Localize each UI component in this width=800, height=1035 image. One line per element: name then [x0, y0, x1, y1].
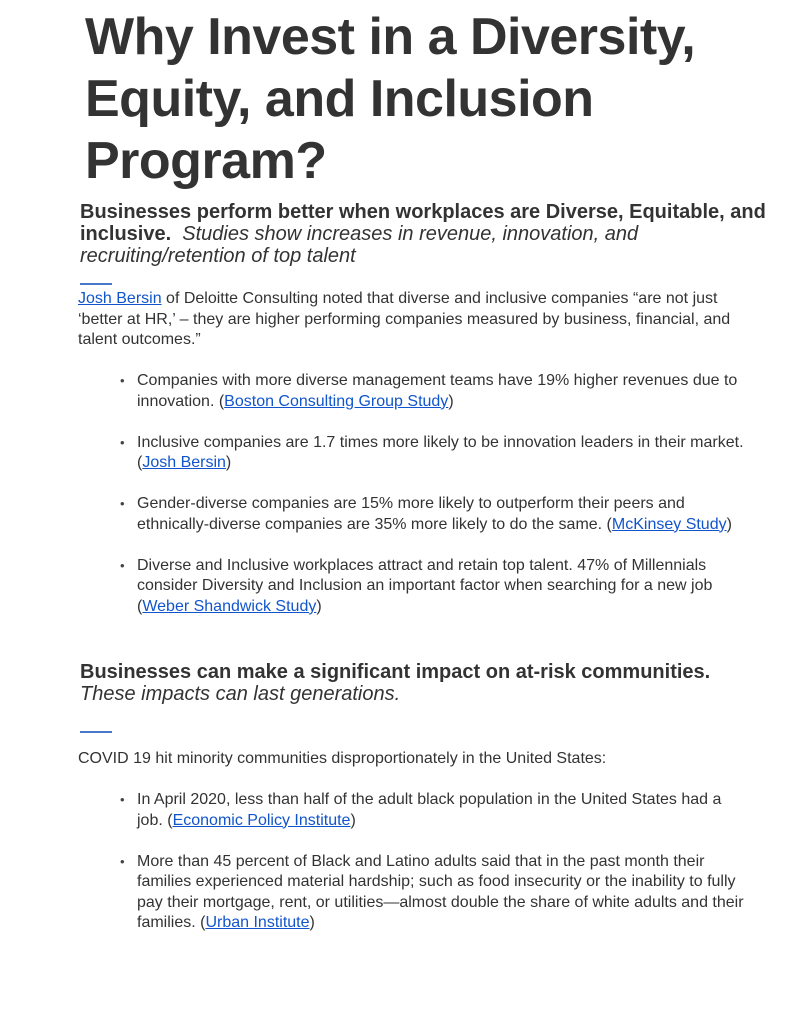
section1-heading-bold: Businesses perform better when workplaces are Diverse, Equitable, and inclusive. [80, 201, 766, 245]
section1-intro-text: of Deloitte Consulting noted that diverse and inclusive companies “are not just ‘better at HR,’ – they are higher performing companies measured by business, financial, and talent outcomes.” [78, 290, 731, 348]
bcg-study-link[interactable]: Boston Consulting Group Study [224, 392, 449, 410]
section2-bullet-list [137, 790, 749, 954]
section1-bullet-list [137, 371, 749, 638]
mckinsey-study-link[interactable]: McKinsey Study [611, 515, 727, 533]
section2-heading-italic: These impacts can last generations. [80, 683, 401, 705]
section1-intro [78, 289, 743, 351]
section1-divider [80, 283, 112, 285]
section2-heading-bold: Businesses can make a significant impact on at-risk communities. [80, 661, 711, 683]
section1-heading-italic: Studies show increases in revenue, innovation, and recruiting/retention of top talent [80, 223, 639, 267]
economic-policy-institute-link[interactable]: Economic Policy Institute [172, 811, 351, 829]
list-item: • Companies with more diverse management teams have 19% higher revenues due to innovation. (Boston Consulting Group Study) [137, 371, 749, 412]
list-item: • Gender-diverse companies are 15% more likely to outperform their peers and ethnically-diverse companies are 35% more likely to do the same. (McKinsey Study) [137, 494, 749, 535]
weber-shandwick-study-link[interactable]: Weber Shandwick Study [142, 597, 317, 615]
list-item: • In April 2020, less than half of the adult black population in the United States had a job. (Economic Policy Institute) [137, 790, 749, 831]
page-title: Why Invest in a Diversity, Equity, and Inclusion Program? [85, 8, 696, 190]
section2-divider [80, 731, 112, 733]
josh-bersin-bullet-link[interactable]: Josh Bersin [142, 454, 226, 471]
section1-heading [80, 201, 780, 267]
section2-heading [80, 661, 780, 705]
urban-institute-link[interactable]: Urban Institute [205, 914, 310, 931]
list-item: • Diverse and Inclusive workplaces attract and retain top talent. 47% of Millennials consider Diversity and Inclusion an important factor when searching for a new job (Weber Shandwick Study) [137, 556, 749, 618]
josh-bersin-link[interactable]: Josh Bersin [78, 290, 162, 307]
list-item: • Inclusive companies are 1.7 times more likely to be innovation leaders in their market. (Josh Bersin) [137, 433, 749, 474]
list-item: • More than 45 percent of Black and Latino adults said that in the past month their families experienced material hardship; such as food insecurity or the inability to fully pay their mortgage, rent, or utilities—almost double the share of white adults and their families. (Urban Institute) [137, 852, 749, 934]
section2-intro: COVID 19 hit minority communities disproportionately in the United States: [78, 750, 607, 767]
